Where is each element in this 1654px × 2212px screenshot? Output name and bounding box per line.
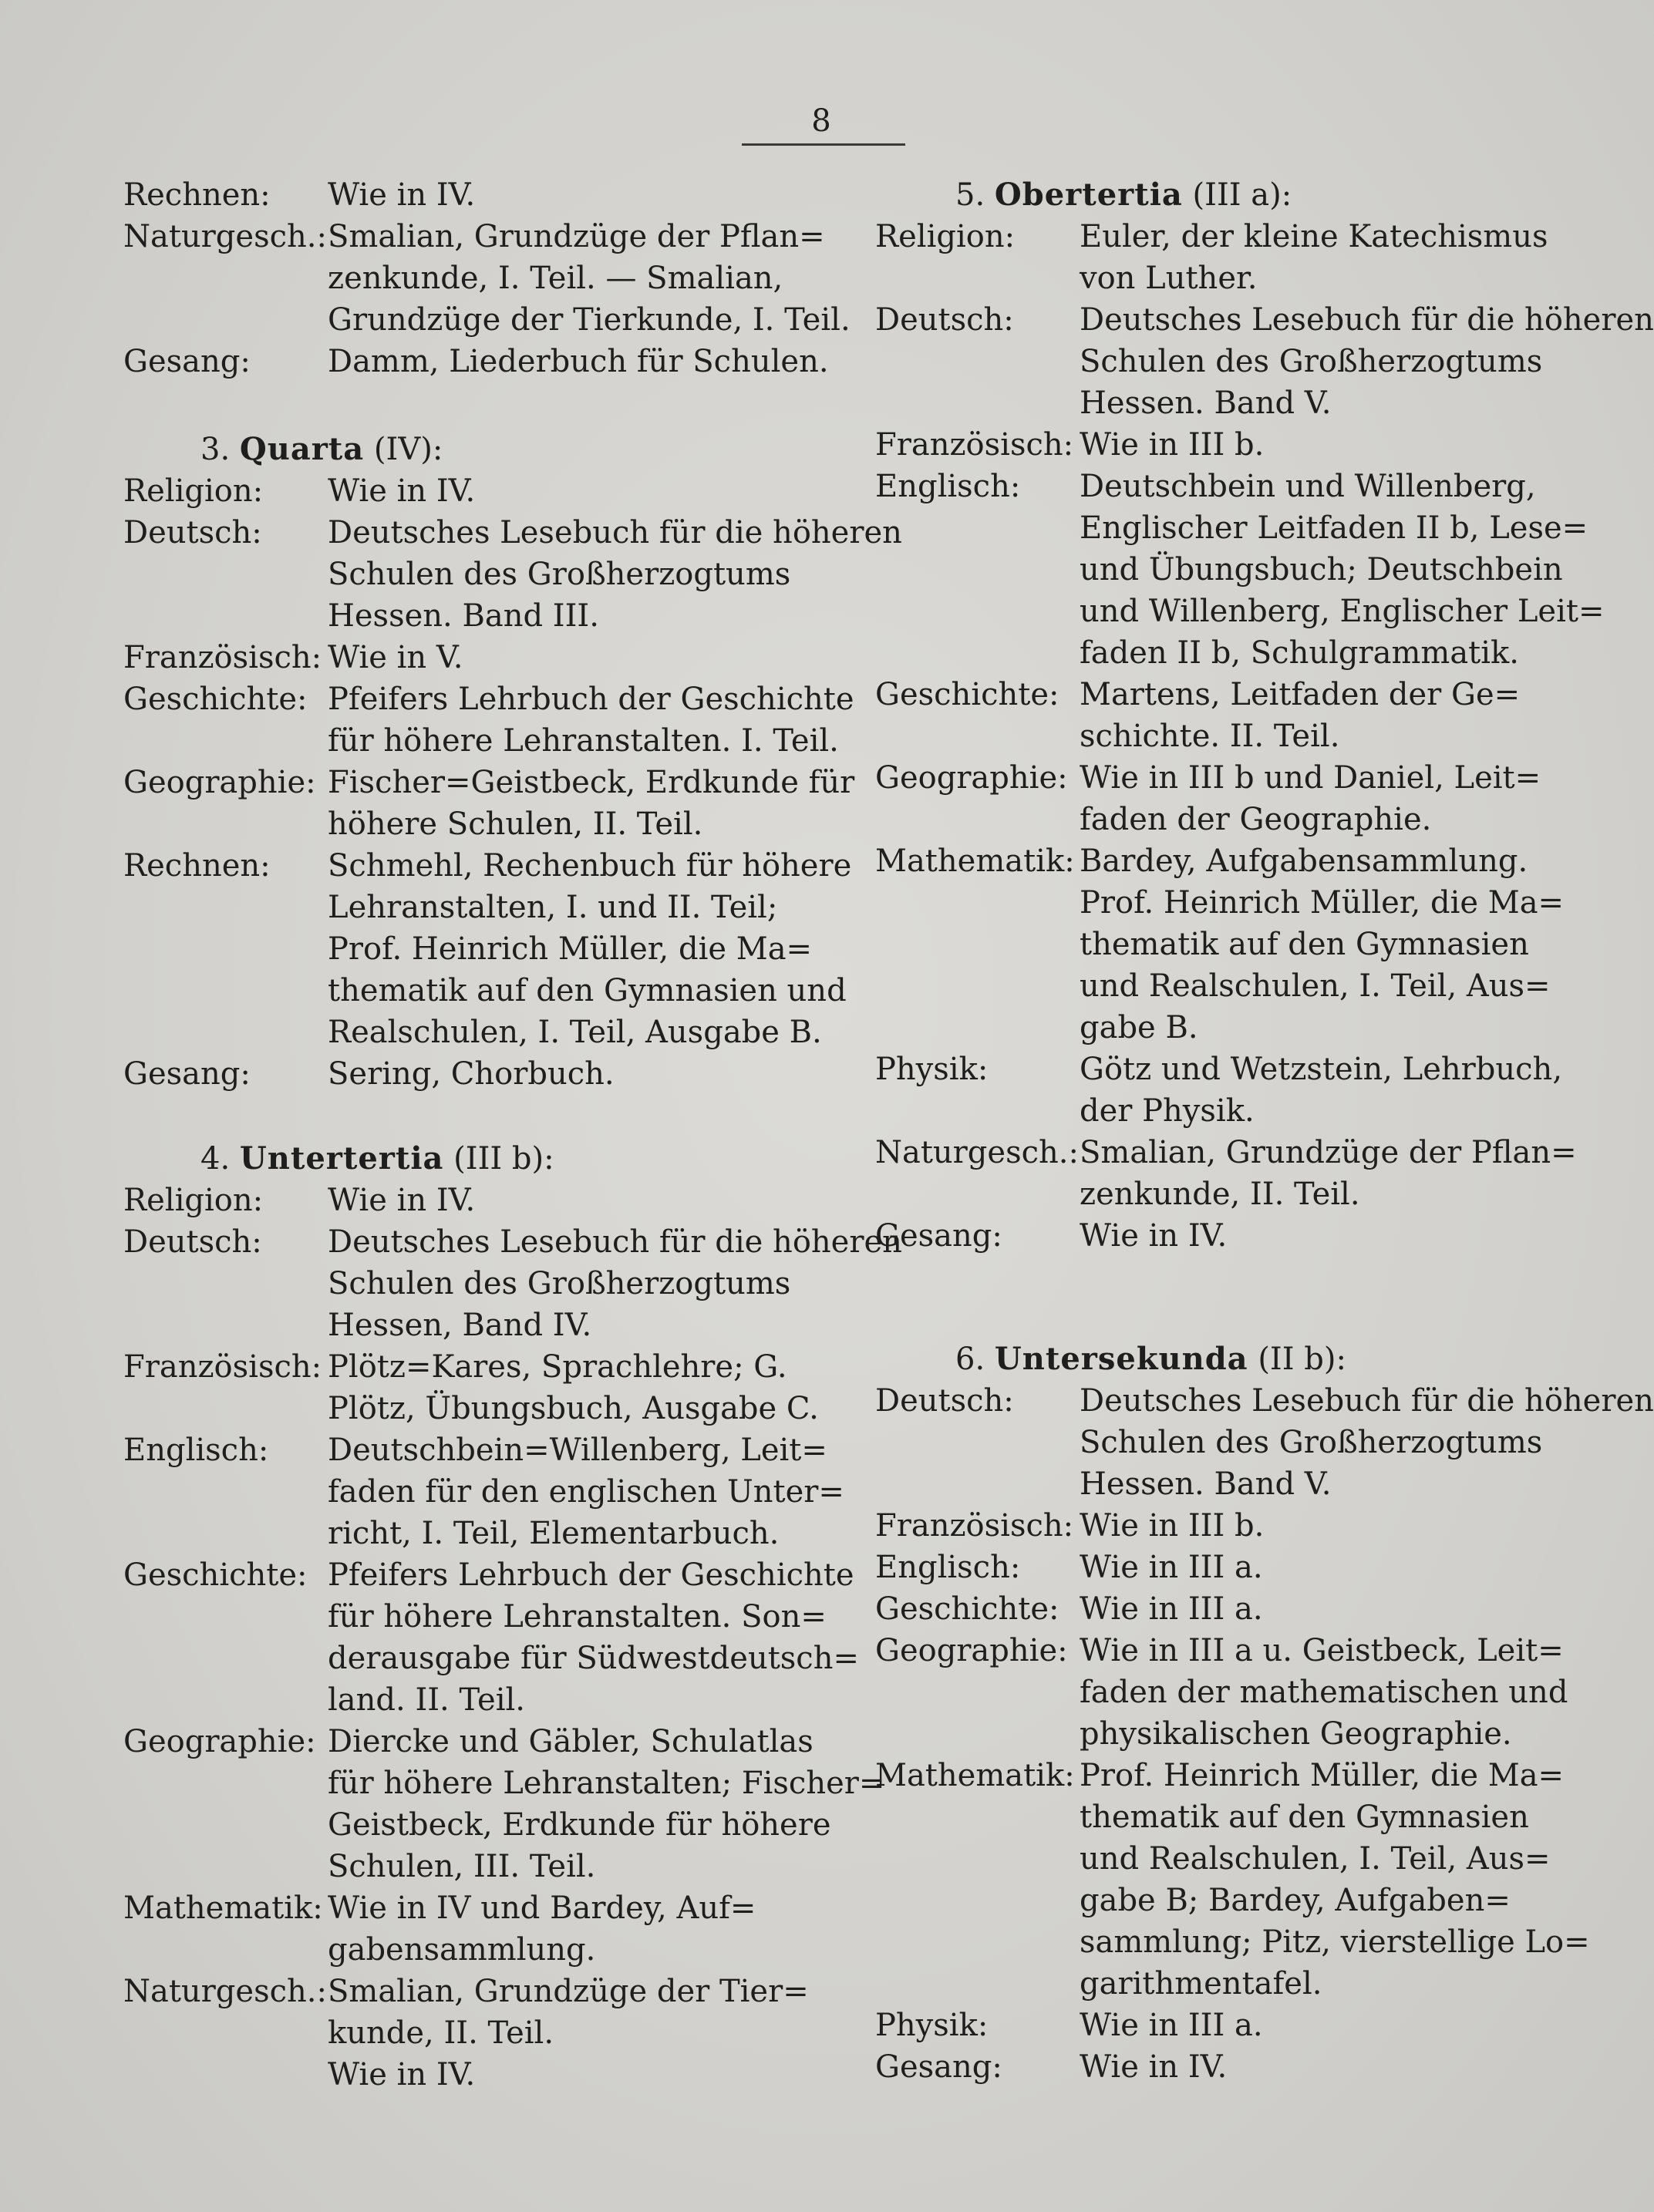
subject-label: Geschichte: bbox=[123, 1557, 308, 1593]
textbook-text bbox=[328, 512, 902, 637]
subject-label: Französisch: bbox=[875, 427, 1074, 463]
subject-entry bbox=[875, 757, 1554, 840]
section-heading-untertertia bbox=[123, 1138, 802, 1180]
text-line: Wie in III b und Daniel, Leit= bbox=[1080, 760, 1541, 796]
subject-label: Französisch: bbox=[875, 1508, 1074, 1544]
text-line: thematik auf den Gymnasien und bbox=[328, 973, 847, 1008]
text-line: Prof. Heinrich Müller, die Ma= bbox=[328, 931, 813, 967]
textbook-text bbox=[1080, 216, 1554, 299]
subject-label: Religion: bbox=[123, 1183, 264, 1218]
text-line: Wie in IV. bbox=[328, 473, 476, 509]
textbook-text bbox=[1080, 1755, 1590, 2005]
textbook-text bbox=[328, 174, 802, 216]
text-line: Smalian, Grundzüge der Pflan= bbox=[328, 219, 825, 254]
subject-label: Geographie: bbox=[123, 1724, 316, 1759]
quarta-entries bbox=[123, 470, 902, 1095]
subject-label: Gesang: bbox=[875, 1218, 1002, 1254]
section-gap bbox=[875, 1257, 1554, 1338]
text-line: Plötz, Übungsbuch, Ausgabe C. bbox=[328, 1391, 819, 1426]
subject-label: Gesang: bbox=[123, 1056, 251, 1092]
textbook-text bbox=[328, 216, 851, 341]
text-line: Deutschbein=Willenberg, Leit= bbox=[328, 1433, 827, 1468]
section-name: Obertertia bbox=[994, 177, 1183, 213]
subject-label: Physik: bbox=[875, 2008, 989, 2043]
subject-entry bbox=[875, 1547, 1554, 1588]
textbook-text bbox=[1080, 840, 1564, 1049]
section-heading-untersekunda bbox=[875, 1338, 1554, 1380]
text-line: Sering, Chorbuch. bbox=[328, 1056, 615, 1092]
text-line: faden für den englischen Unter= bbox=[328, 1474, 844, 1510]
subject-entry bbox=[875, 840, 1565, 1049]
text-line: Schulen des Großherzogtums bbox=[1080, 1425, 1543, 1460]
subject-label: Religion: bbox=[123, 473, 264, 509]
subject-entry bbox=[123, 1554, 859, 1721]
textbook-text bbox=[1080, 1630, 1568, 1755]
text-line: Deutsches Lesebuch für die höheren bbox=[1080, 302, 1654, 338]
text-line: Schulen des Großherzogtums bbox=[328, 557, 791, 592]
textbook-text bbox=[328, 1221, 902, 1346]
subject-label: Deutsch: bbox=[875, 1383, 1014, 1419]
subject-label: Englisch: bbox=[123, 1433, 269, 1468]
text-line: für höhere Lehranstalten. Son= bbox=[328, 1599, 827, 1635]
textbook-text bbox=[1080, 1215, 1554, 1257]
section-heading-obertertia bbox=[875, 174, 1554, 216]
header-rule bbox=[742, 143, 905, 146]
textbook-text bbox=[328, 1554, 859, 1721]
subject-label: Englisch: bbox=[875, 1550, 1021, 1585]
subject-label: Deutsch: bbox=[123, 515, 262, 550]
subject-entry bbox=[123, 174, 802, 216]
text-line: Realschulen, I. Teil, Ausgabe B. bbox=[328, 1015, 822, 1050]
text-line: faden der Geographie. bbox=[1080, 802, 1432, 837]
section-name: Quarta bbox=[239, 431, 365, 467]
text-line: Pfeifers Lehrbuch der Geschichte bbox=[328, 682, 854, 717]
text-line: Deutsches Lesebuch für die höheren bbox=[328, 1224, 902, 1260]
page-number: 8 bbox=[811, 103, 831, 139]
text-line: Deutsches Lesebuch für die höheren bbox=[1080, 1383, 1654, 1419]
subject-label: Rechnen: bbox=[123, 848, 271, 884]
subject-label: Deutsch: bbox=[123, 1224, 262, 1260]
text-line: garithmentafel. bbox=[1080, 1966, 1322, 2002]
subject-label: Englisch: bbox=[875, 469, 1021, 504]
text-line: physikalischen Geographie. bbox=[1080, 1716, 1512, 1752]
text-line: Götz und Wetzstein, Lehrbuch, bbox=[1080, 1052, 1563, 1087]
text-line: Prof. Heinrich Müller, die Ma= bbox=[1080, 885, 1565, 921]
text-line: faden II b, Schulgrammatik. bbox=[1080, 635, 1519, 671]
textbook-text bbox=[328, 341, 829, 382]
text-line: Wie in III b. bbox=[1080, 1508, 1265, 1544]
text-line: Wie in IV. bbox=[1080, 2049, 1228, 2085]
subject-entry bbox=[123, 845, 852, 1053]
text-line: und Willenberg, Englischer Leit= bbox=[1080, 594, 1605, 629]
subject-entry bbox=[875, 1049, 1563, 1132]
section-number: 3. bbox=[200, 432, 231, 467]
text-line: Deutsches Lesebuch für die höheren bbox=[328, 515, 902, 550]
subject-entry bbox=[123, 1887, 802, 1971]
subject-entry bbox=[123, 1221, 902, 1346]
subject-entry bbox=[123, 637, 802, 678]
text-line: Bardey, Aufgabensammlung. bbox=[1080, 843, 1528, 879]
text-line: zenkunde, II. Teil. bbox=[1080, 1177, 1360, 1212]
textbook-text bbox=[1080, 674, 1554, 757]
subject-entry bbox=[875, 299, 1654, 424]
text-line: Schulen, III. Teil. bbox=[328, 1849, 596, 1884]
subject-label: Deutsch: bbox=[875, 302, 1014, 338]
text-line: Hessen. Band III. bbox=[328, 598, 599, 634]
text-line: Damm, Liederbuch für Schulen. bbox=[328, 344, 829, 379]
text-line: der Physik. bbox=[1080, 1093, 1255, 1129]
untertertia-entries bbox=[123, 1180, 902, 2096]
text-line: Prof. Heinrich Müller, die Ma= bbox=[1080, 1758, 1565, 1793]
text-line: thematik auf den Gymnasien bbox=[1080, 1800, 1529, 1835]
text-line: und Realschulen, I. Teil, Aus= bbox=[1080, 968, 1551, 1004]
section-name: Untersekunda bbox=[994, 1341, 1248, 1377]
text-line: und Übungsbuch; Deutschbein bbox=[1080, 552, 1563, 588]
subject-entry bbox=[875, 466, 1605, 674]
text-line: zenkunde, I. Teil. — Smalian, bbox=[328, 261, 783, 296]
section-class-code: (IV): bbox=[373, 432, 443, 467]
text-line: gabensammlung. bbox=[328, 1932, 596, 1968]
section-heading-quarta bbox=[123, 429, 802, 470]
text-line: thematik auf den Gymnasien bbox=[1080, 927, 1529, 962]
section-number: 5. bbox=[955, 177, 985, 213]
subject-label: Geographie: bbox=[123, 765, 316, 800]
left-top-entries bbox=[123, 174, 851, 382]
text-line: Hessen. Band V. bbox=[1080, 386, 1332, 421]
text-line: höhere Schulen, II. Teil. bbox=[328, 806, 703, 842]
textbook-text bbox=[1080, 1380, 1654, 1505]
section-gap bbox=[123, 382, 802, 429]
subject-entry bbox=[875, 1630, 1568, 1755]
right-column bbox=[875, 174, 1654, 2088]
subject-entry bbox=[875, 1505, 1554, 1547]
text-line: Pfeifers Lehrbuch der Geschichte bbox=[328, 1557, 854, 1593]
subject-label: Gesang: bbox=[875, 2049, 1002, 2085]
subject-entry bbox=[875, 1132, 1577, 1215]
subject-entry bbox=[123, 1971, 809, 2054]
subject-label: Geographie: bbox=[875, 1633, 1068, 1668]
text-line: gabe B. bbox=[1080, 1010, 1198, 1045]
text-line: Schulen des Großherzogtums bbox=[328, 1266, 791, 1301]
section-gap bbox=[123, 1095, 802, 1138]
text-line: Schmehl, Rechenbuch für höhere bbox=[328, 848, 852, 884]
textbook-text bbox=[328, 637, 802, 678]
textbook-text bbox=[1080, 1588, 1554, 1630]
subject-label: Französisch: bbox=[123, 1349, 322, 1385]
textbook-text bbox=[328, 762, 854, 845]
textbook-text bbox=[328, 845, 851, 1053]
subject-label bbox=[123, 2054, 328, 2096]
section-number: 6. bbox=[955, 1342, 985, 1377]
section-class-code: (III b): bbox=[453, 1141, 554, 1177]
text-line: Wie in IV. bbox=[328, 177, 476, 213]
subject-entry bbox=[875, 424, 1554, 466]
subject-entry bbox=[875, 1380, 1654, 1505]
textbook-text bbox=[1080, 1505, 1554, 1547]
section-class-code: (III a): bbox=[1192, 177, 1292, 213]
textbook-text bbox=[328, 1721, 884, 1887]
text-line: Fischer=Geistbeck, Erdkunde für bbox=[328, 765, 855, 800]
subject-entry bbox=[123, 1429, 844, 1554]
textbook-text bbox=[1080, 299, 1654, 424]
subject-label: Physik: bbox=[875, 1052, 989, 1087]
subject-label: Gesang: bbox=[123, 344, 251, 379]
subject-entry bbox=[123, 341, 829, 382]
textbook-text bbox=[328, 1346, 819, 1429]
subject-entry bbox=[875, 216, 1554, 299]
subject-label: Naturgesch.: bbox=[875, 1135, 1079, 1170]
textbook-text bbox=[1080, 424, 1554, 466]
text-line: Smalian, Grundzüge der Pflan= bbox=[1080, 1135, 1577, 1170]
text-line: Englischer Leitfaden II b, Lese= bbox=[1080, 510, 1588, 546]
textbook-text bbox=[328, 470, 802, 512]
textbook-text bbox=[328, 1429, 844, 1554]
text-line: für höhere Lehranstalten. I. Teil. bbox=[328, 723, 839, 759]
text-line: Grundzüge der Tierkunde, I. Teil. bbox=[328, 302, 851, 338]
obertertia-entries bbox=[875, 216, 1654, 1257]
left-column bbox=[123, 174, 902, 2096]
textbook-text bbox=[328, 1180, 802, 1221]
subject-label: Französisch: bbox=[123, 640, 322, 675]
text-line: Lehranstalten, I. und II. Teil; bbox=[328, 890, 778, 925]
subject-entry bbox=[123, 762, 855, 845]
text-line: derausgabe für Südwestdeutsch= bbox=[328, 1641, 859, 1676]
text-line: Wie in IV. bbox=[328, 1183, 476, 1218]
text-line: schichte. II. Teil. bbox=[1080, 719, 1340, 754]
subject-label: Mathematik: bbox=[875, 1758, 1075, 1793]
text-line: Wie in III a. bbox=[1080, 1550, 1263, 1585]
text-line: Wie in IV und Bardey, Auf= bbox=[328, 1890, 756, 1926]
text-line: Wie in III b. bbox=[1080, 427, 1265, 463]
subject-entry bbox=[123, 216, 851, 341]
untersekunda-entries bbox=[875, 1380, 1654, 2088]
text-line: faden der mathematischen und bbox=[1080, 1675, 1568, 1710]
textbook-text bbox=[1080, 2005, 1554, 2046]
subject-label: Mathematik: bbox=[875, 843, 1075, 879]
text-line: Hessen, Band IV. bbox=[328, 1308, 592, 1343]
text-line: Wie in III a. bbox=[1080, 2008, 1263, 2043]
text-line: Wie in IV. bbox=[1080, 1218, 1228, 1254]
text-line: Martens, Leitfaden der Ge= bbox=[1080, 677, 1521, 712]
text-line: Smalian, Grundzüge der Tier= bbox=[328, 1974, 809, 2009]
subject-label: Geographie: bbox=[875, 760, 1068, 796]
subject-label: Religion: bbox=[875, 219, 1016, 254]
subject-entry bbox=[123, 470, 802, 512]
text-line: und Realschulen, I. Teil, Aus= bbox=[1080, 1841, 1551, 1877]
text-line: kunde, II. Teil. bbox=[328, 2015, 554, 2051]
text-line: von Luther. bbox=[1080, 261, 1258, 296]
section-number: 4. bbox=[200, 1141, 231, 1177]
text-line: Geistbeck, Erdkunde für höhere bbox=[328, 1807, 831, 1843]
textbook-text bbox=[328, 2054, 802, 2096]
textbook-text bbox=[328, 1053, 802, 1095]
text-line: Plötz=Kares, Sprachlehre; G. bbox=[328, 1349, 787, 1385]
subject-label: Rechnen: bbox=[123, 177, 271, 213]
text-line: richt, I. Teil, Elementarbuch. bbox=[328, 1516, 780, 1551]
subject-label: Mathematik: bbox=[123, 1890, 323, 1926]
subject-label: Naturgesch.: bbox=[123, 219, 327, 254]
subject-label: Naturgesch.: bbox=[123, 1974, 327, 2009]
subject-label: Geschichte: bbox=[123, 682, 308, 717]
subject-entry bbox=[875, 2005, 1554, 2046]
subject-entry bbox=[123, 1053, 802, 1095]
subject-entry bbox=[123, 1721, 885, 1887]
textbook-text bbox=[1080, 757, 1554, 840]
section-class-code: (II b): bbox=[1258, 1342, 1346, 1377]
subject-entry bbox=[875, 1215, 1554, 1257]
text-line: Euler, der kleine Katechismus bbox=[1080, 219, 1548, 254]
textbook-text bbox=[1080, 1049, 1562, 1132]
text-line: Diercke und Gäbler, Schulatlas bbox=[328, 1724, 814, 1759]
subject-entry bbox=[875, 1588, 1554, 1630]
subject-entry bbox=[123, 1180, 802, 1221]
text-line: Wie in IV. bbox=[328, 2057, 476, 2092]
textbook-text bbox=[1080, 1132, 1577, 1215]
subject-entry bbox=[875, 674, 1554, 757]
textbook-text bbox=[328, 1971, 809, 2054]
subject-entry bbox=[123, 678, 854, 762]
text-line: sammlung; Pitz, vierstellige Lo= bbox=[1080, 1924, 1590, 1960]
text-line: Wie in III a. bbox=[1080, 1591, 1263, 1627]
subject-entry bbox=[875, 2046, 1554, 2088]
text-line: gabe B; Bardey, Aufgaben= bbox=[1080, 1883, 1511, 1918]
text-line: Wie in V. bbox=[328, 640, 463, 675]
text-line: Deutschbein und Willenberg, bbox=[1080, 469, 1536, 504]
text-line: für höhere Lehranstalten; Fischer= bbox=[328, 1766, 885, 1801]
subject-label: Geschichte: bbox=[875, 1591, 1059, 1627]
text-line: Schulen des Großherzogtums bbox=[1080, 344, 1543, 379]
text-line: Wie in III a u. Geistbeck, Leit= bbox=[1080, 1633, 1564, 1668]
textbook-text bbox=[328, 1887, 802, 1971]
textbook-text bbox=[1080, 1547, 1554, 1588]
section-name: Untertertia bbox=[239, 1140, 444, 1177]
textbook-text bbox=[1080, 2046, 1554, 2088]
subject-entry bbox=[875, 1755, 1590, 2005]
subject-entry bbox=[123, 512, 902, 637]
subject-entry bbox=[123, 1346, 819, 1429]
subject-entry bbox=[123, 2054, 802, 2096]
subject-label: Geschichte: bbox=[875, 677, 1059, 712]
text-line: land. II. Teil. bbox=[328, 1682, 526, 1718]
text-line: Hessen. Band V. bbox=[1080, 1466, 1332, 1502]
textbook-text bbox=[328, 678, 854, 762]
textbook-text bbox=[1080, 466, 1604, 674]
